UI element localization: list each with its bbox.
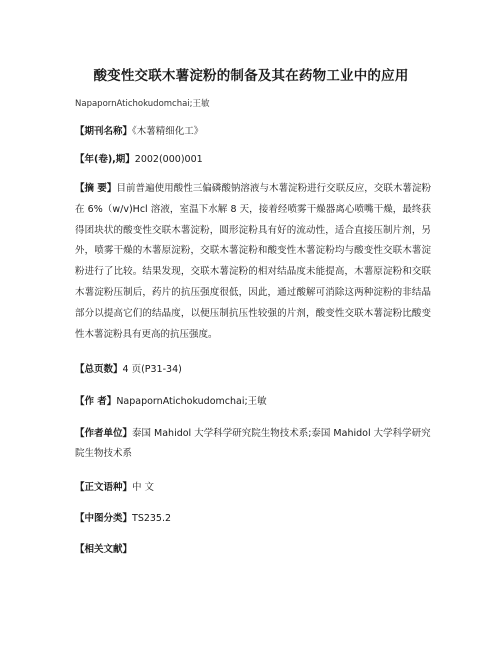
journal-value: 《木薯精细化工》 (132, 126, 204, 137)
language-label: 【正文语种】 (75, 482, 133, 493)
journal-field (75, 122, 431, 142)
affiliation-label: 【作者单位】 (75, 428, 133, 439)
affiliation-field (75, 424, 431, 464)
author-field (75, 392, 431, 412)
related-field (75, 540, 431, 560)
classification-label: 【中图分类】 (75, 513, 133, 524)
pages-label: 【总页数】 (75, 364, 123, 375)
year-value: 2002(000)001 (134, 154, 203, 165)
classification-value: TS235.2 (132, 513, 172, 524)
journal-label: 【期刊名称】 (75, 126, 133, 137)
classification-field (75, 509, 431, 529)
language-field (75, 478, 431, 498)
document-title: 酸变性交联木薯淀粉的制备及其在药物工业中的应用 (93, 68, 409, 84)
pages-value: 4 页(P31-34) (122, 364, 182, 375)
abstract-text: 目前普遍使用酸性三偏磷酸钠溶液与木薯淀粉进行交联反应，交联木薯淀粉在 6%（w/v)Hcl 溶液，室温下水解 8 天，接着经喷雾干燥器离心喷嘴干燥，最终获得团块状的酸变性交联木薯淀粉，圆形淀粉具有好的流动性，适合直接压制片剂，另外，喷雾干燥的木薯原淀粉，交联木薯淀粉和酸变性木薯淀粉均与酸变性交联木薯淀粉进行了比较。结果发现，交联木薯淀粉的相对结晶度未能提高，木薯原淀粉和交联木薯淀粉压制后，药片的抗压强度很低，因此，通过酸解可消除这两种淀粉的非结晶部分以提高它们的结晶度，以便压制抗压性较强的片剂，酸变性交联木薯淀粉比酸变性木薯淀粉具有更高的抗压强度。 (75, 183, 431, 340)
pages-field (75, 360, 431, 380)
related-label: 【相关文献】 (75, 544, 133, 555)
abstract-label: 【摘 要】 (75, 183, 117, 194)
affiliation-value: 泰国 Mahidol 大学科学研究院生物技术系;泰国 Mahidol 大学科学研究院生物技术系 (75, 428, 431, 459)
author-label: 【作 者】 (75, 396, 117, 407)
year-field (75, 150, 431, 170)
abstract-field (75, 179, 431, 345)
year-label: 【年(卷),期】 (75, 154, 135, 165)
authors-line: NapapornAtichokudomchai;王敏 (75, 99, 210, 109)
language-value: 中 文 (132, 482, 155, 493)
author-value: NapapornAtichokudomchai;王敏 (116, 396, 267, 407)
